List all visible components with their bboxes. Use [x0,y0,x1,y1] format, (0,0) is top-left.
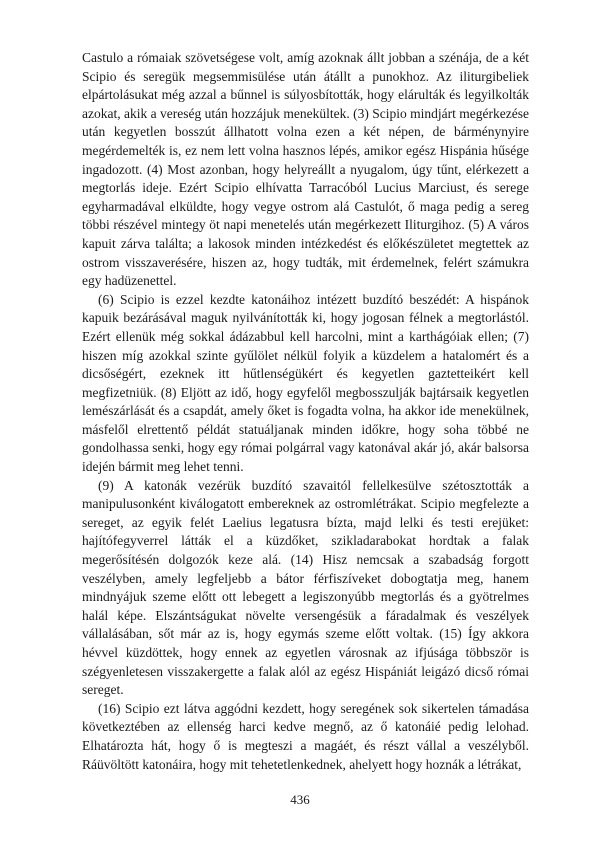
paragraph: (16) Scipio ezt látva aggódni kezdett, hogy seregének sok sikertelen támadása következtében az ellenség harci kedve megnő, az ő katonáié pedig lelohad. Elhatározta hát, hogy ő is megteszi a magáét, és részt vállal a veszélyből. Ráüvöltött katonáira, hogy mit tehetetlenkednek, ahelyett hogy hoznák a létrákat, [82,700,529,772]
paragraph: Castulo a rómaiak szövetségese volt, amíg azoknak állt jobban a szénája, de a két Scipio és seregük megsemmisülése után átállt a punokhoz. Az iliturgibeliek elpártolásukat még azzal a bűnnel is súlyosbították, hogy elárulták és legyilkolták azokat, akik a vereség után hozzájuk menekültek. (3) Scipio mindjárt megérkezése után kegyetlen bosszút állhatott volna ezen a két népen, de bárménynyire megérdemelték is, ez nem lett volna hasznos lépés, amikor egész Hispánia hűsége ingadozott. (4) Most azonban, hogy helyreállt a nyugalom, úgy tűnt, elérkezett a megtorlás ideje. Ezért Scipio elhívatta Tarracóból Lucius Marciust, és serege egyharmadával elküldte, hogy vegye ostrom alá Castulót, ő maga pedig a sereg többi részével mintegy öt napi menetelés után megérkezett Iliturgihoz. (5) A város kapuit zárva találta; a lakosok minden intézkedést és előkészületet megtettek az ostrom visszaverésére, hiszen az, hogy tudták, mit érdemelnek, felért számukra egy hadüzenettel. [82,50,529,289]
paragraph: (6) Scipio is ezzel kezdte katonáihoz intézett buzdító beszédét: A hispánok kapuik bezárásával maguk nyilvánították ki, hogy jogosan félnek a megtorlástól. Ezért ellenük még sokkal ádázabbul kell harcolni, mint a karthágóiak ellen; (7) hiszen míg azokkal szinte gyűlölet nélkül folyik a küzdelem a hatalomért és a dicsőségért, ezeknek itt hűtlenségükért és kegyetlen gaztetteikért kell megfizetniük. (8) Eljött az idő, hogy egyfelől megbosszulják bajtársaik kegyetlen lemészárlását és a csapdát, amely őket is fogadta volna, ha akkor ide menekülnek, másfelől elrettentő példát statuáljanak minden időkre, hogy soha többé ne gondolhassa senki, hogy egy római polgárral vagy katonával akár jó, akár balsorsa idején bármit meg lehet tenni. [82,291,529,475]
page-number: 436 [290,792,310,807]
paragraph: (9) A katonák vezérük buzdító szavaitól fellelkesülve szétosztották a manipulusonként kiválogatott embereknek az ostromlétrákat. Scipio megfelezte a sereget, az egyik felét Laelius legatusra bízta, majd lelki és testi erejüket: hajítófegyverrel látták el a küzdőket, szikladarabokat hordtak a falak megerősítésén dolgozók keze alá. (14) Hisz nemcsak a szabadság forgott veszélyben, amely legfeljebb a bátor férfiszíveket dobogtatja meg, hanem mindnyájuk szeme előtt ott lebegett a legiszonyúbb megtorlás és a gyötrelmes halál képe. Elszántságukat növelte versengésük a fáradalmak és veszélyek vállalásában, sőt már az is, hogy egymás szeme előtt voltak. (15) Így akkora hévvel küzdöttek, hogy ennek az egyetlen városnak az ifjúsága többször is szégyenletesen visszakergette a falak alól az egész Hispániát leigázó dicső római sereget. [82,477,529,698]
main-text [82,49,529,774]
